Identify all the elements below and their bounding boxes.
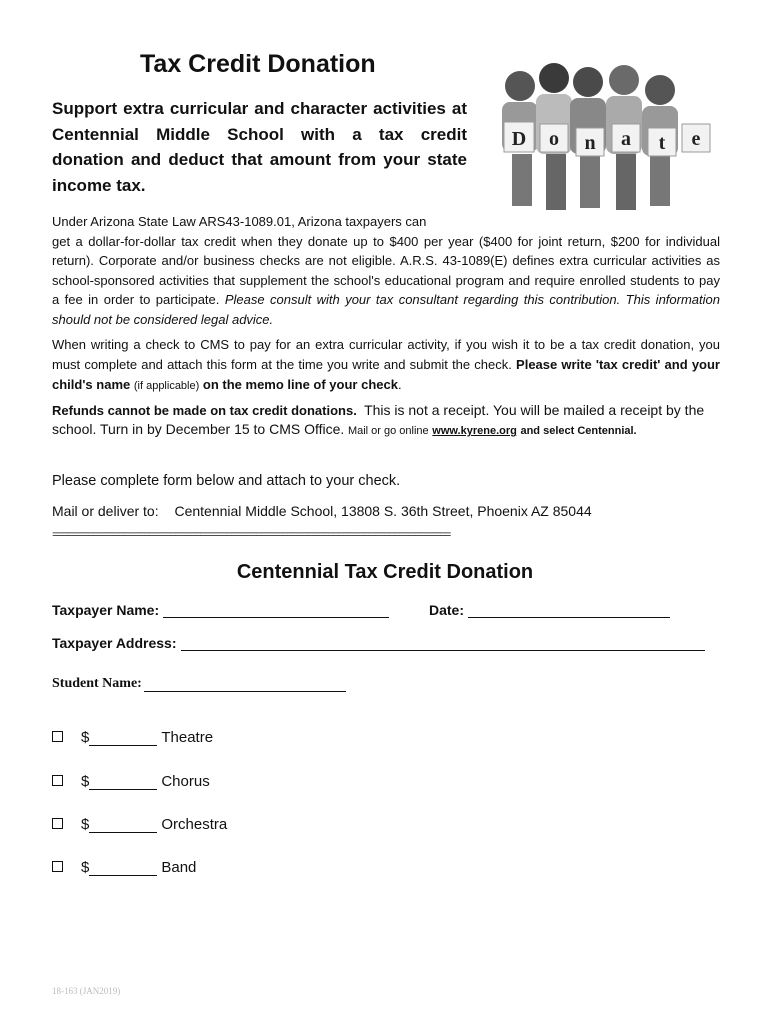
memo-instruction: Please write 'tax credit' and your child's name: [52, 357, 720, 392]
page-title: Tax Credit Donation: [140, 50, 376, 78]
separator-line: ==============================================================================: [52, 530, 450, 542]
check-text: When writing a check to CMS to pay for an extra curricular activity, if you wish it to be a tax credit donation, you must complete and attach this form at the time you write and submit the check.: [52, 337, 720, 372]
mail-line: [52, 503, 604, 519]
donate-letter: a: [621, 128, 631, 150]
taxpayer-address-field[interactable]: [52, 635, 705, 651]
law-paragraph: [52, 212, 720, 330]
option-orchestra[interactable]: [52, 816, 227, 833]
form-title: Centennial Tax Credit Donation: [236, 561, 534, 583]
select-centennial-text: and select Centennial.: [520, 425, 637, 437]
if-applicable-note: (if applicable): [133, 380, 200, 392]
theatre-checkbox[interactable]: [52, 731, 63, 742]
theatre-amount-blank[interactable]: [89, 730, 157, 746]
law-body: get a dollar-for-dollar tax credit when they donate up to $400 per year ($400 for joint return, $200 for individual return). Corporate and/or business checks are not eligible. A.R.S. 43-1089(E) defines extra curricular activities as school-sponsored activities that supplement the school's educational program and require enrolled students to pay a fee in order to participate.: [52, 233, 720, 308]
donate-letter: e: [691, 128, 701, 150]
option-chorus[interactable]: [52, 773, 210, 790]
donate-letter: o: [549, 128, 559, 150]
memo-line-instruction: on the memo line of your check: [202, 377, 398, 392]
check-period: .: [397, 377, 402, 392]
complete-instruction: Please complete form below and attach to your check.: [52, 473, 401, 489]
receipt-text: This is not a receipt. You will be mailed a receipt by the school. Turn in by December 15 to CMS Office.: [52, 402, 705, 437]
check-paragraph: [52, 335, 720, 396]
legal-advice: Please consult with your tax consultant regarding this contribution. This information should not be considered legal advice.: [52, 292, 720, 327]
law-first-line: Under Arizona State Law ARS43-1089.01, Arizona taxpayers can: [52, 214, 427, 229]
chorus-label: Chorus: [161, 773, 210, 790]
donate-letter: t: [658, 132, 666, 154]
donate-letter: D: [511, 128, 527, 150]
chorus-amount-blank[interactable]: [89, 774, 157, 790]
taxpayer-name-label: Taxpayer Name:: [52, 602, 160, 618]
donate-letter: n: [584, 132, 596, 154]
date-blank[interactable]: [468, 603, 670, 618]
dollar-sign: $: [81, 816, 90, 833]
date-field[interactable]: [429, 602, 670, 618]
refund-paragraph: [52, 401, 720, 441]
theatre-label: Theatre: [161, 729, 214, 746]
taxpayer-address-label: Taxpayer Address:: [52, 635, 177, 651]
dollar-sign: $: [81, 773, 90, 790]
intro-text: Support extra curricular and character activities at Centennial Middle School with a tax credit donation and deduct that amount from your state income tax.: [52, 99, 467, 195]
chorus-checkbox[interactable]: [52, 775, 63, 786]
mail-address: Centennial Middle School, 13808 S. 36th Street, Phoenix AZ 85044: [174, 503, 592, 519]
date-label: Date:: [429, 602, 465, 618]
refund-notice: Refunds cannot be made on tax credit donations.: [52, 403, 357, 418]
taxpayer-name-field[interactable]: [52, 602, 389, 618]
form-code-footer: 18-163 (JAN2019): [52, 986, 121, 996]
taxpayer-address-blank[interactable]: [181, 636, 705, 651]
band-amount-blank[interactable]: [89, 860, 157, 876]
mail-label: Mail or deliver to:: [52, 503, 159, 519]
dollar-sign: $: [81, 729, 90, 746]
orchestra-amount-blank[interactable]: [89, 817, 157, 833]
option-theatre[interactable]: [52, 729, 213, 746]
taxpayer-name-blank[interactable]: [163, 603, 389, 618]
online-text: Mail or go online: [347, 425, 429, 437]
dollar-sign: $: [81, 859, 90, 876]
band-label: Band: [161, 859, 197, 876]
orchestra-label: Orchestra: [161, 816, 228, 833]
orchestra-checkbox[interactable]: [52, 818, 63, 829]
student-name-field[interactable]: [52, 676, 346, 692]
band-checkbox[interactable]: [52, 861, 63, 872]
option-band[interactable]: [52, 859, 196, 876]
donate-photo: [478, 56, 714, 216]
kyrene-link[interactable]: www.kyrene.org: [432, 425, 517, 437]
student-name-label: Student Name:: [52, 676, 142, 691]
student-name-blank[interactable]: [144, 677, 346, 692]
